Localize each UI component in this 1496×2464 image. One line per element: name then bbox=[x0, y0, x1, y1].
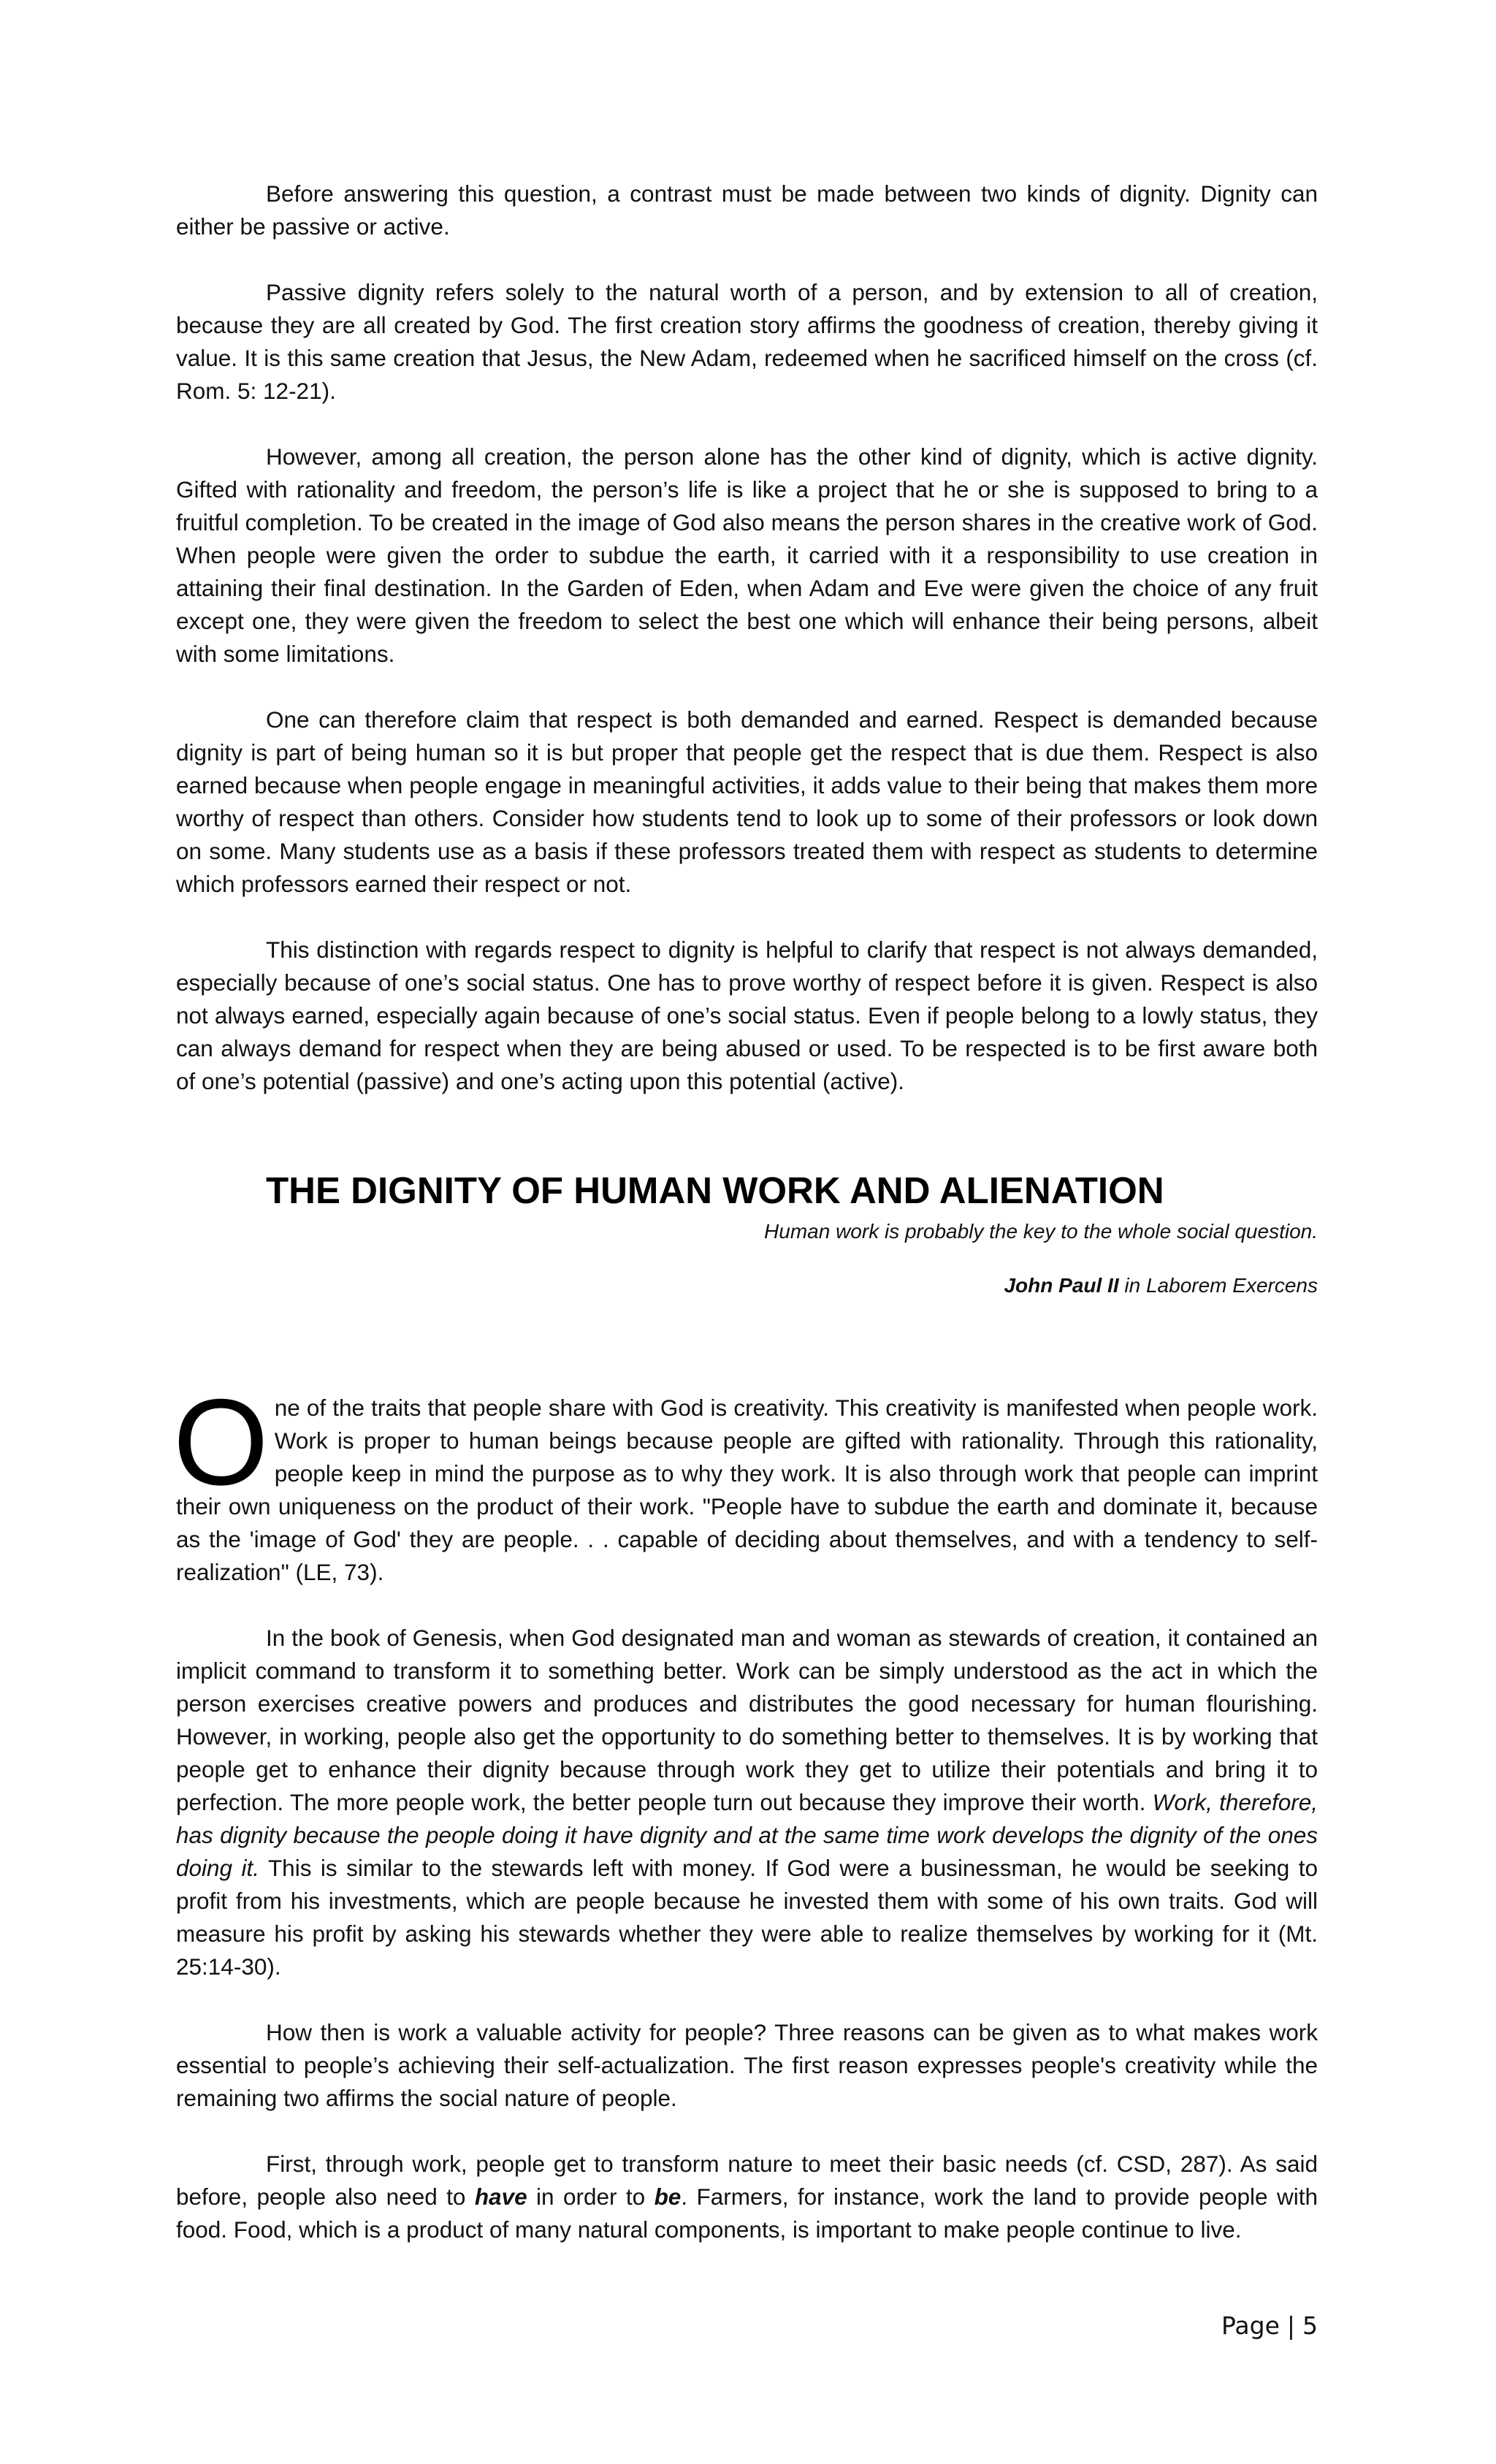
text-run: This is similar to the stewards left with money. If God were a businessman, he would be seeking to profit from his investments, which are people because he invested them with some of his own traits. God will measure his profit by asking his stewards whether they were able to realize themselves by working for it (Mt. 25:14-30). bbox=[176, 1855, 1318, 1980]
quote-in: in bbox=[1118, 1274, 1146, 1297]
epigraph-quote: Human work is probably the key to the whole social question. bbox=[764, 1220, 1318, 1243]
text-run: First, through work, people get to transform nature to meet their basic needs (cf. CSD, 287). As said before, people also need to bbox=[176, 2151, 1318, 2210]
italic-emphasis: Work, therefore, has dignity because the people doing it have dignity and at the same time work develops the dignity of the ones doing it. bbox=[176, 1789, 1318, 1881]
paragraph bbox=[176, 1622, 1318, 1983]
paragraph: This distinction with regards respect to dignity is helpful to clarify that respect is not always demanded, especially because of one’s social status. One has to prove worthy of respect before it is given. Respect is also not always earned, especially again because of one’s social status. Even if people belong to a lowly status, they can always demand for respect when they are being abused or used. To be respected is to be first aware both of one’s potential (passive) and one’s acting upon this potential (active). bbox=[176, 937, 1318, 1094]
paragraph: How then is work a valuable activity for people? Three reasons can be given as to what makes work essential to people’s achieving their self-actualization. The first reason expresses people's creativity while the remaining two affirms the social nature of people. bbox=[176, 2019, 1318, 2111]
section-title: THE DIGNITY OF HUMAN WORK AND ALIENATION bbox=[266, 1170, 1164, 1211]
text-run: In the book of Genesis, when God designated man and woman as stewards of creation, it contained an implicit command to transform it to something better. Work can be simply understood as the act in which the person exercises creative powers and produces and distributes the good necessary for human flourishing. However, in working, people also get the opportunity to do something better to themselves. It is by working that people get to enhance their dignity because through work they get to utilize their potentials and bring it to perfection. The more people work, the better people turn out because they improve their worth. bbox=[176, 1625, 1318, 1815]
paragraph: Passive dignity refers solely to the natural worth of a person, and by extension to all of creation, because they are all created by God. The first creation story affirms the goodness of creation, thereby giving it value. It is this same creation that Jesus, the New Adam, redeemed when he sacrificed himself on the cross (cf. Rom. 5: 12-21). bbox=[176, 279, 1318, 404]
text-run: . Farmers, for instance, work the land to provide people with food. Food, which is a product of many natural components, is important to make people continue to live. bbox=[176, 2183, 1318, 2243]
epigraph-attribution bbox=[1004, 1271, 1318, 1300]
quote-source: Laborem Exercens bbox=[1145, 1274, 1318, 1297]
paragraph bbox=[176, 2148, 1318, 2246]
paragraph: However, among all creation, the person alone has the other kind of dignity, which is active dignity. Gifted with rationality and freedom, the person’s life is like a project that he or she is supposed to bring to a fruitful completion. To be created in the image of God also means the person shares in the creative work of God. When people were given the order to subdue the earth, it carried with it a responsibility to use creation in attaining their final destination. In the Garden of Eden, when Adam and Eve were given the choice of any fruit except one, they were given the freedom to select the best one which will enhance their being persons, albeit with some limitations. bbox=[176, 443, 1318, 667]
paragraph-text: ne of the traits that people share with God is creativity. This creativity is manifested when people work. Work is proper to human beings because people are gifted with rationality. Through this rationality, people keep in mind the purpose as to why they work. It is also through work that people can imprint their own uniqueness on the product of their work. "People have to subdue the earth and dominate it, because as the 'image of God' they are people. . . capable of deciding about themselves, and with a tendency to self-realization" (LE, 73). bbox=[176, 1395, 1318, 1585]
page-number: 5 bbox=[1302, 2311, 1318, 2340]
emphasis-be: be bbox=[654, 2183, 682, 2210]
emphasis-have: have bbox=[474, 2183, 527, 2210]
page-footer bbox=[1221, 2310, 1318, 2342]
paragraph: One can therefore claim that respect is both demanded and earned. Respect is demanded because dignity is part of being human so it is but proper that people get the respect that is due them. Respect is also earned because when people engage in meaningful activities, it adds value to their being that makes them more worthy of respect than others. Consider how students tend to look up to some of their professors or look down on some. Many students use as a basis if these professors treated them with respect as students to determine which professors earned their respect or not. bbox=[176, 706, 1318, 897]
page-separator: | bbox=[1286, 2311, 1295, 2340]
section-dignity-kinds bbox=[176, 178, 1318, 1098]
page-label: Page bbox=[1221, 2311, 1280, 2340]
paragraph-dropcap bbox=[173, 1373, 1318, 1589]
text-run: in order to bbox=[527, 2183, 654, 2210]
paragraph: Before answering this question, a contrast must be made between two kinds of dignity. Dignity can either be passive or active. bbox=[176, 180, 1318, 240]
quote-author: John Paul II bbox=[1004, 1274, 1119, 1297]
drop-cap-letter: O bbox=[173, 1373, 269, 1511]
section-human-work bbox=[173, 1373, 1318, 2246]
